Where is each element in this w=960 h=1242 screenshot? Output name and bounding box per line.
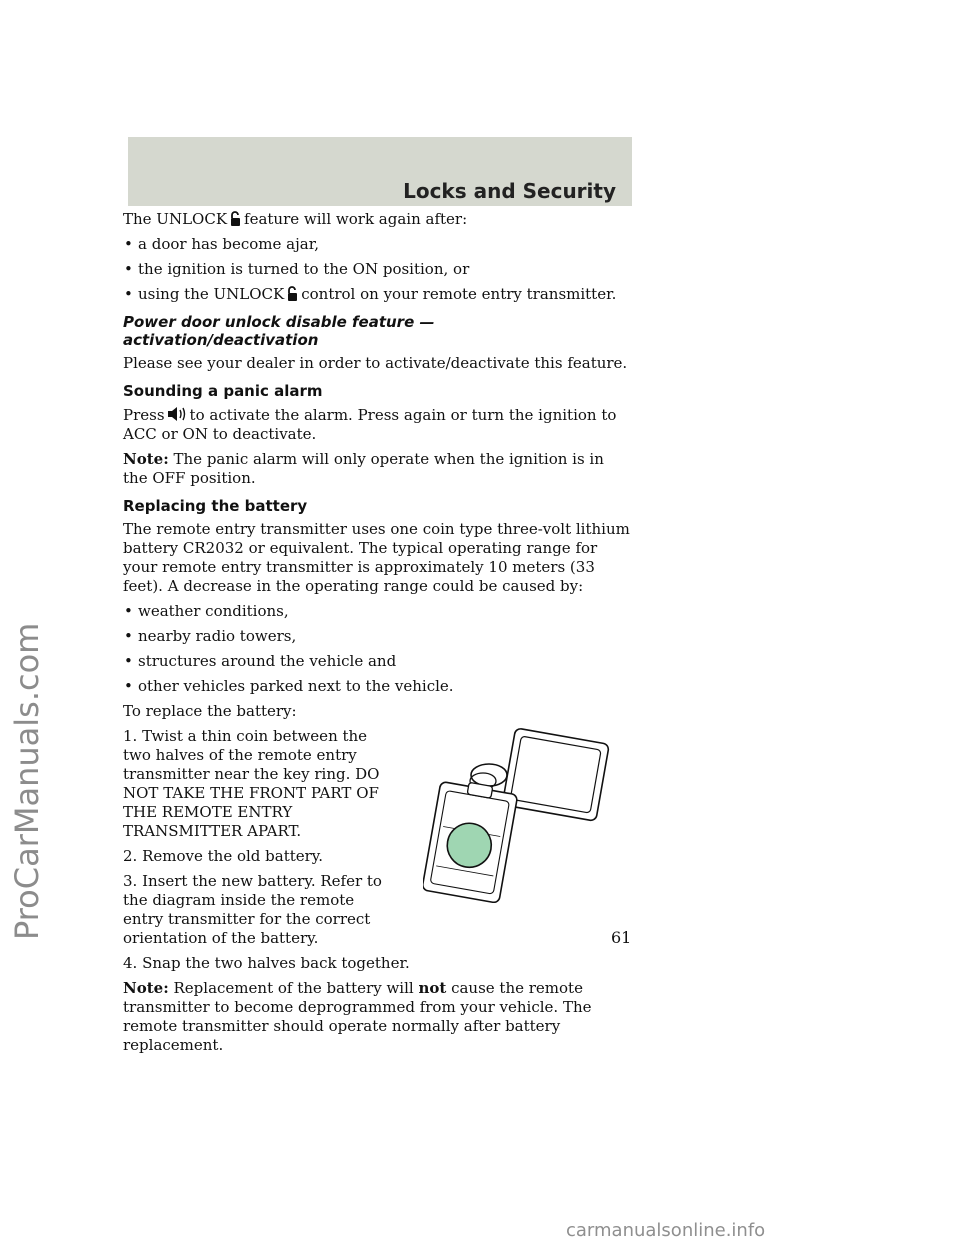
- list-item: • weather conditions,: [123, 602, 633, 621]
- section-title: Locks and Security: [403, 179, 616, 203]
- intro-text-start: The UNLOCK: [123, 210, 228, 228]
- unlock-padlock-icon: [229, 211, 241, 227]
- list-item: • nearby radio towers,: [123, 627, 633, 646]
- step-1: 1. Twist a thin coin between the two halves of the remote entry transmitter near the key ring. DO NOT TAKE THE FRONT PART OF THE REMOTE ENTRY TRANSMITTER APART.: [123, 727, 380, 840]
- side-watermark: ProCarManuals.com: [8, 622, 46, 940]
- heading-panic-alarm: Sounding a panic alarm: [123, 382, 323, 400]
- note-label: Note:: [123, 450, 169, 468]
- note-text-end: cause the remote transmitter to become deprogrammed from your vehicle. The remote transmitter should operate normally after battery replacement.: [123, 979, 592, 1054]
- section-header-band: [128, 137, 632, 206]
- note-text: The panic alarm will only operate when the ignition is in the OFF position.: [123, 450, 604, 487]
- list-item: [123, 285, 633, 304]
- intro-text-end: feature will work again after:: [244, 210, 468, 228]
- bottom-watermark: carmanualsonline.info: [566, 1220, 766, 1241]
- range-factors-list: [123, 602, 633, 696]
- page-content: [123, 210, 633, 1061]
- panic-note: [123, 450, 633, 488]
- list-item: • the ignition is turned to the ON position, or: [123, 260, 633, 279]
- panic-text-end: to activate the alarm. Press again or turn the ignition to ACC or ON to deactivate.: [123, 406, 617, 443]
- replace-intro: To replace the battery:: [123, 702, 297, 720]
- list-item: • structures around the vehicle and: [123, 652, 633, 671]
- unlock-padlock-icon: [286, 286, 298, 302]
- page-number: 61: [611, 928, 632, 947]
- heading-replacing-battery: Replacing the battery: [123, 497, 308, 515]
- unlock-conditions-list: [123, 235, 633, 304]
- note-text-start: Replacement of the battery will: [173, 979, 414, 997]
- heading-power-door-unlock: Power door unlock disable feature — activation/deactivation: [123, 313, 435, 349]
- step-4: 4. Snap the two halves back together.: [123, 954, 410, 972]
- panic-horn-icon: [167, 405, 187, 423]
- steps-with-figure: [123, 727, 633, 948]
- condition-text-end: control on your remote entry transmitter.: [301, 285, 617, 303]
- step-3: 3. Insert the new battery. Refer to the diagram inside the remote entry transmitter for the correct orientation of the battery.: [123, 872, 382, 947]
- battery-note: [123, 979, 633, 1055]
- condition-text-start: using the UNLOCK: [138, 285, 285, 303]
- note-label: Note:: [123, 979, 169, 997]
- list-item: • a door has become ajar,: [123, 235, 633, 254]
- battery-paragraph: The remote entry transmitter uses one coin type three-volt lithium battery CR2032 or equivalent. The typical operating range for your remote entry transmitter is approximately 10 meters (33 feet). A decrease in the operating range could be caused by:: [123, 520, 630, 595]
- power-door-paragraph: Please see your dealer in order to activate/deactivate this feature.: [123, 354, 628, 372]
- note-emphasis: not: [418, 979, 447, 997]
- step-2: 2. Remove the old battery.: [123, 847, 324, 865]
- intro-paragraph: [123, 210, 633, 229]
- panic-text-start: Press: [123, 406, 165, 424]
- list-item: • other vehicles parked next to the vehicle.: [123, 677, 633, 696]
- panic-paragraph: [123, 405, 633, 444]
- remote-transmitter-illustration: [423, 721, 613, 903]
